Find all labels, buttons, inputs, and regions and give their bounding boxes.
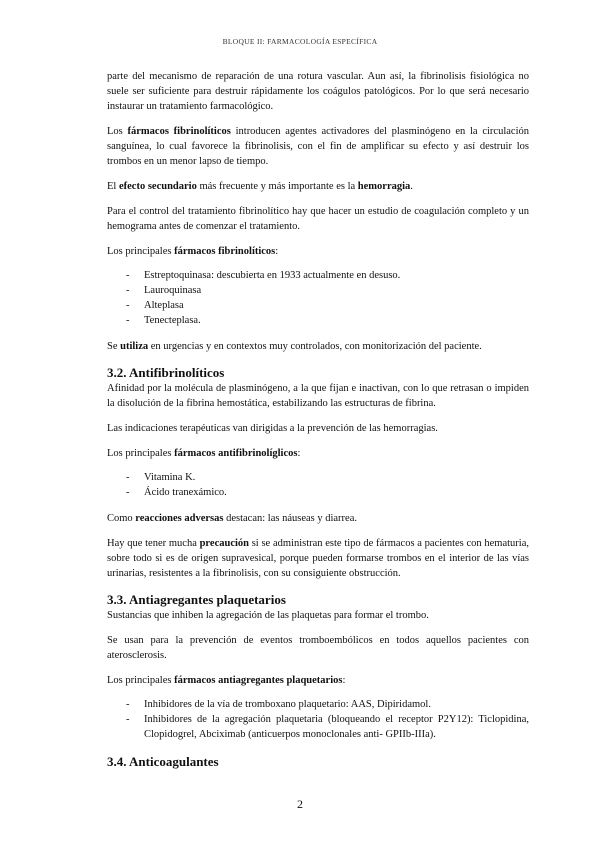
paragraph: Las indicaciones terapéuticas van dirigidas a la prevención de las hemorragias.	[107, 423, 438, 434]
section-heading: 3.2. Antifibrinolíticos	[107, 365, 225, 380]
paragraph: Para el control del tratamiento fibrinolítico hay que hacer un estudio de coagulación completo y un hemograma antes de comenzar el tratamiento.	[107, 206, 529, 232]
bold-term: precaución	[199, 538, 249, 549]
page-number: 2	[297, 797, 303, 811]
antifibrinolytics-list	[107, 470, 529, 500]
bold-term: fármacos fibrinolíticos	[127, 126, 231, 137]
fibrinolytics-list	[107, 268, 529, 328]
paragraph: Los principales fármacos fibrinolíticos:	[107, 246, 279, 257]
bold-term: utiliza	[120, 341, 149, 352]
bold-term: efecto secundario	[118, 181, 197, 192]
paragraph: Sustancias que inhiben la agregación de las plaquetas para formar el trombo.	[107, 610, 429, 621]
list-item: - Estreptoquinasa: descubierta en 1933 actualmente en desuso.	[107, 268, 529, 283]
list-item: - Vitamina K.	[107, 470, 529, 485]
list-item: - Alteplasa	[107, 298, 529, 313]
paragraph: parte del mecanismo de reparación de una rotura vascular. Aun así, la fibrinolisis fisiológica no suele ser suficiente para destruir rápidamente los coágulos patológicos. Por lo que será necesario instaurar un tratamiento farmacológico.	[107, 71, 529, 112]
list-item: - Tenecteplasa.	[107, 313, 529, 328]
bold-term: hemorragia	[357, 181, 411, 192]
bold-term: fármacos antifibrinolíglicos	[174, 448, 298, 459]
paragraph: Los fármacos fibrinolíticos introducen agentes activadores del plasminógeno en la circulación sanguínea, lo cual favorece la fibrinolisis, con el fin de amplificar su efecto y así destruir los trombos en un menor lapso de tiempo.	[107, 126, 529, 167]
list-item: - Inhibidores de la agregación plaquetaria (bloqueando el receptor P2Y12): Ticlopidina, Clopidogrel, Abciximab (anticuerpos monoclonales anti- GPIIb-IIIa).	[107, 712, 529, 742]
section-heading: 3.4. Anticoagulantes	[107, 754, 219, 769]
paragraph: Se usan para la prevención de eventos tromboembólicos en todos aquellos pacientes con aterosclerosis.	[107, 635, 529, 661]
list-item: - Ácido tranexámico.	[107, 485, 529, 500]
list-item: - Lauroquinasa	[107, 283, 529, 298]
paragraph: Los principales fármacos antiagregantes plaquetarios:	[107, 675, 346, 686]
paragraph: El efecto secundario más frecuente y más importante es la hemorragia.	[107, 181, 413, 192]
paragraph: Los principales fármacos antifibrinolíglicos:	[107, 448, 301, 459]
page-content	[107, 69, 529, 770]
list-item: - Inhibidores de la vía de tromboxano plaquetario: AAS, Dipiridamol.	[107, 697, 529, 712]
section-heading: 3.3. Antiagregantes plaquetarios	[107, 592, 286, 607]
running-header: BLOQUE II: FARMACOLOGÍA ESPECÍFICA	[222, 37, 378, 46]
bold-term: reacciones adversas	[135, 513, 224, 524]
antiplatelet-list	[107, 697, 529, 742]
paragraph: Afinidad por la molécula de plasminógeno, a la que fijan e inactivan, con lo que retrasan o impiden la disolución de la fibrina hemostática, estabilizando las estructuras de fibrina.	[107, 383, 529, 409]
bold-term: fármacos fibrinolíticos	[174, 246, 276, 257]
paragraph: Como reacciones adversas destacan: las náuseas y diarrea.	[107, 513, 357, 524]
paragraph: Hay que tener mucha precaución si se administran este tipo de fármacos a pacientes con hematuria, sobre todo si es de origen supravesical, porque pueden formarse trombos en el interior de las vías urinarias, resistentes a la fibrinolisis, con su consiguiente obstrucción.	[107, 538, 529, 579]
paragraph: Se utiliza en urgencias y en contextos muy controlados, con monitorización del paciente.	[107, 341, 482, 352]
bold-term: fármacos antiagregantes plaquetarios	[174, 675, 343, 686]
